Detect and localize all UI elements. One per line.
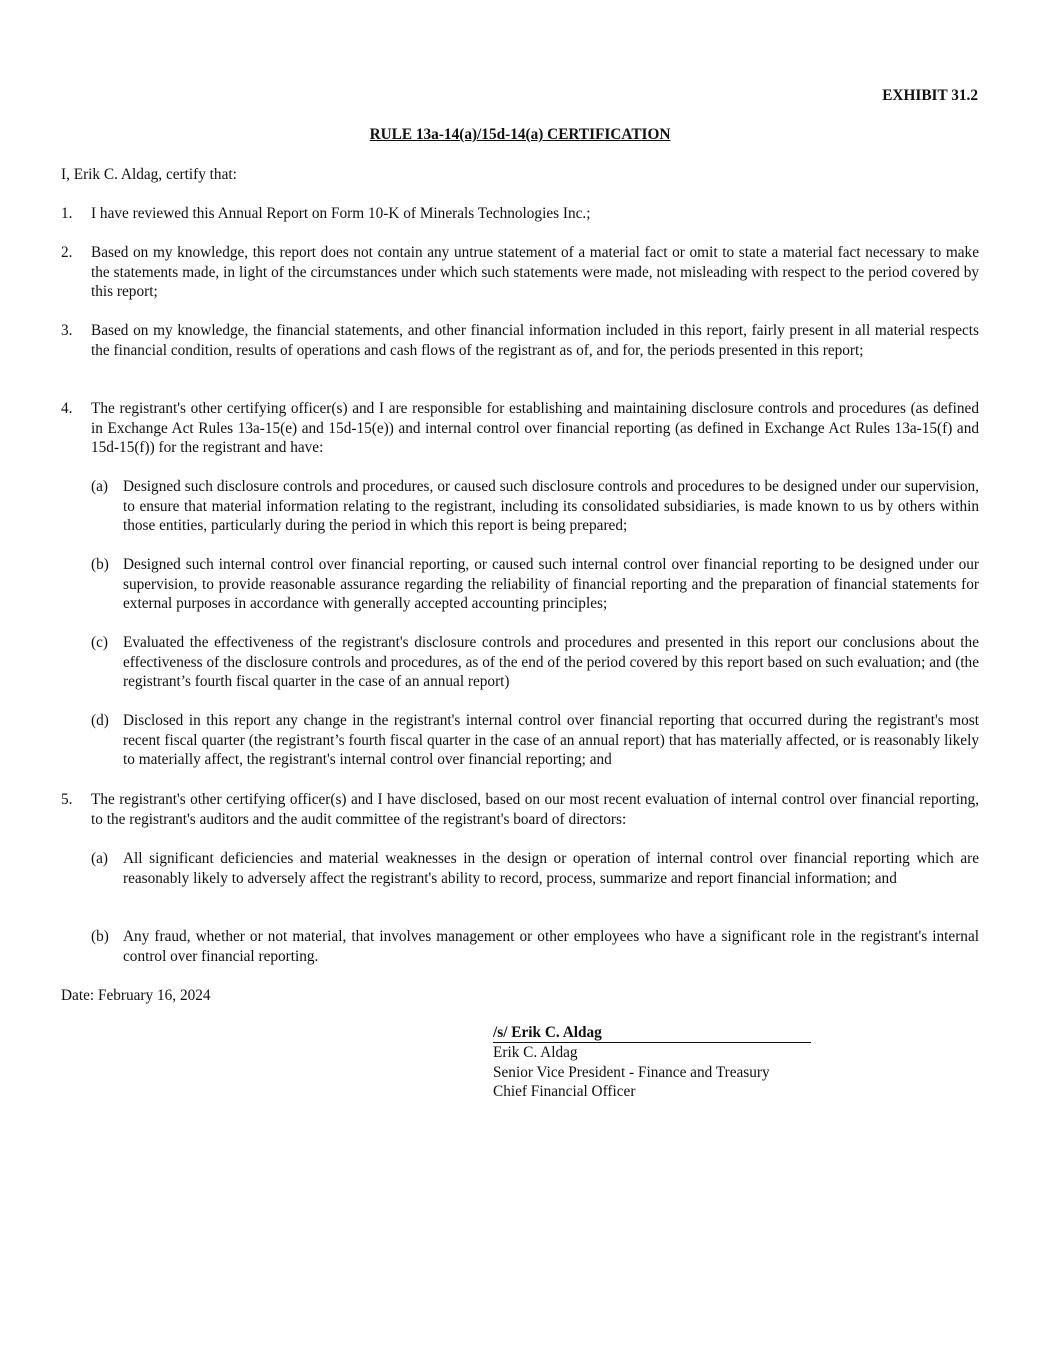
subitem-text: Evaluated the effectiveness of the registrant's disclosure controls and procedures and presented in this report our conclusions about the effectiveness of the disclosure controls and procedures, as of the end of the period covered by this report based on such evaluation; and (the registrant’s fourth fiscal quarter in the case of an annual report): [123, 634, 979, 691]
signature-line: /s/ Erik C. Aldag: [493, 1023, 811, 1043]
subitem-label: (c): [91, 634, 108, 651]
subitem-label: (b): [91, 556, 109, 573]
subitem-label: (d): [91, 712, 109, 729]
subitem-text: Disclosed in this report any change in the registrant's internal control over financial reporting that occurred during the registrant's most recent fiscal quarter (the registrant’s fourth fiscal quarter in the case of an annual report) that has materially affected, or is reasonably likely to materially affect, the registrant's internal control over financial reporting; and: [123, 712, 979, 769]
item-number: 4.: [61, 400, 73, 417]
signer-title-primary: Senior Vice President - Finance and Treasury: [493, 1063, 770, 1081]
subitem-text: Designed such disclosure controls and procedures, or caused such disclosure controls and procedures to be designed under our supervision, to ensure that material information relating to the registrant, including its consolidated subsidiaries, is made known to us by others within those entities, particularly during the period in which this report is being prepared;: [123, 478, 979, 535]
item-number: 1.: [61, 205, 73, 222]
subitem-text: Designed such internal control over financial reporting, or caused such internal control over financial reporting to be designed under our supervision, to provide reasonable assurance regarding the reliability of financial reporting and the preparation of financial statements for external purposes in accordance with generally accepted accounting principles;: [123, 556, 979, 613]
certification-date: Date: February 16, 2024: [61, 987, 211, 1004]
signer-name: Erik C. Aldag: [493, 1044, 578, 1061]
item-text: Based on my knowledge, this report does not contain any untrue statement of a material fact or omit to state a material fact necessary to make the statements made, in light of the circumstances under which such statements were made, not misleading with respect to the period covered by this report;: [91, 244, 979, 301]
item-number: 2.: [61, 244, 73, 261]
subitem-text: All significant deficiencies and material weaknesses in the design or operation of internal control over financial reporting which are reasonably likely to adversely affect the registrant's ability to record, process, summarize and report financial information; and: [123, 850, 979, 887]
subitem-label: (b): [91, 928, 109, 945]
subitem-text: Any fraud, whether or not material, that involves management or other employees who have a significant role in the registrant's internal control over financial reporting.: [123, 928, 979, 965]
item-number: 3.: [61, 322, 73, 339]
subitem-label: (a): [91, 478, 108, 495]
item-text: The registrant's other certifying officer(s) and I have disclosed, based on our most recent evaluation of internal control over financial reporting, to the registrant's auditors and the audit committee of the registrant's board of directors:: [91, 791, 979, 828]
item-number: 5.: [61, 791, 73, 808]
exhibit-label: EXHIBIT 31.2: [882, 87, 978, 104]
item-text: The registrant's other certifying officer(s) and I are responsible for establishing and maintaining disclosure controls and procedures (as defined in Exchange Act Rules 13a-15(e) and 15d-15(e)) and internal control over financial reporting (as defined in Exchange Act Rules 13a-15(f) and 15d-15(f)) for the registrant and have:: [91, 400, 979, 457]
document-title: RULE 13a-14(a)/15d-14(a) CERTIFICATION: [369, 126, 671, 143]
signer-title-secondary: Chief Financial Officer: [493, 1083, 636, 1101]
signature-block: [493, 1023, 811, 1102]
intro-statement: I, Erik C. Aldag, certify that:: [61, 166, 237, 183]
item-text: I have reviewed this Annual Report on Form 10-K of Minerals Technologies Inc.;: [91, 205, 591, 222]
item-text: Based on my knowledge, the financial statements, and other financial information included in this report, fairly present in all material respects the financial condition, results of operations and cash flows of the registrant as of, and for, the periods presented in this report;: [91, 322, 979, 359]
subitem-label: (a): [91, 850, 108, 867]
